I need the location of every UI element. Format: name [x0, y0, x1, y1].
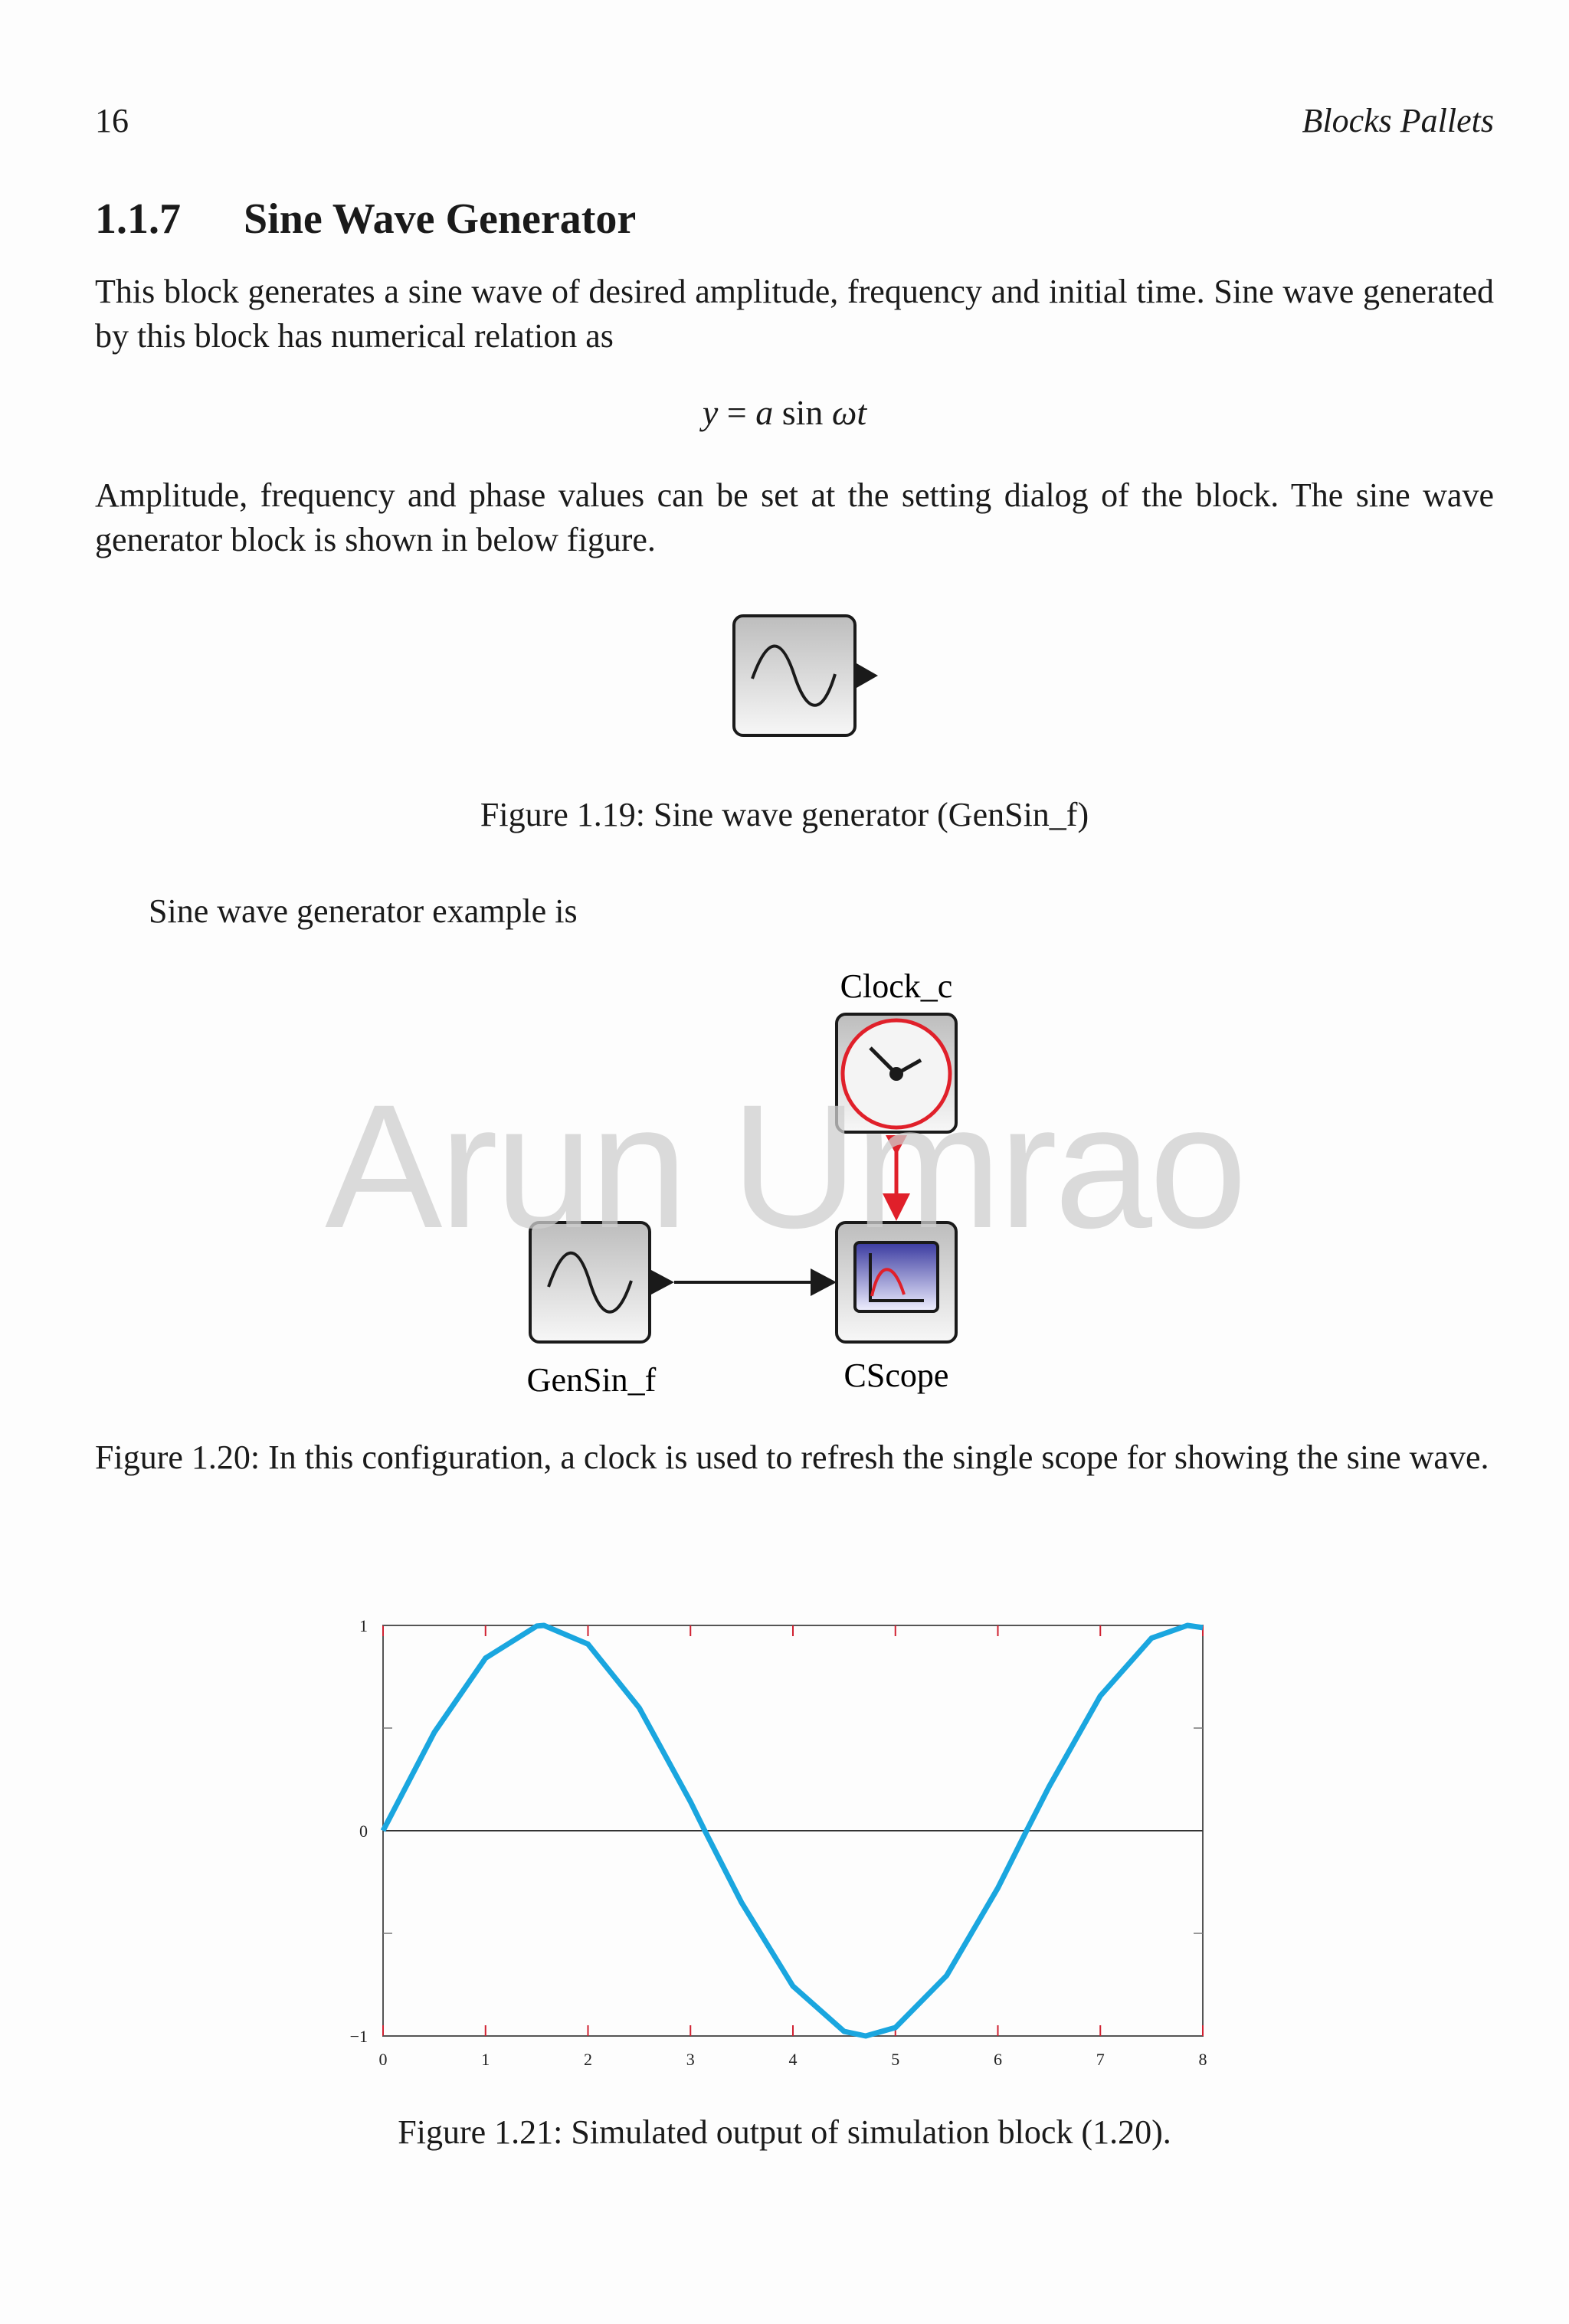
x-tick-label: 8	[1198, 2050, 1207, 2069]
equation-equals: =	[718, 393, 756, 432]
settings-paragraph: Amplitude, frequency and phase values can be set at the setting dialog of the block. The sine wave generator block is shown in below figure.	[95, 476, 1494, 558]
y-tick-label: 1	[359, 1616, 368, 1635]
equation-amplitude: a	[755, 393, 774, 432]
section-number: 1.1.7	[95, 195, 181, 243]
running-title: Blocks Pallets	[1302, 102, 1494, 139]
x-tick-label: 2	[584, 2050, 592, 2069]
x-tick-label: 6	[994, 2050, 1002, 2069]
sine-equation	[0, 392, 1569, 433]
x-tick-label: 1	[481, 2050, 490, 2069]
figure-1-21-caption: Figure 1.21: Simulated output of simulation block (1.20).	[398, 2113, 1171, 2151]
page-number: 16	[95, 102, 129, 139]
arrow-right-icon	[811, 1268, 837, 1296]
intro-paragraph: This block generates a sine wave of desired amplitude, frequency and initial time. Sine wave generated by this block has numerical relation as	[95, 273, 1494, 355]
equation-argument: ωt	[831, 393, 867, 432]
equation-lhs: y	[702, 393, 719, 432]
x-tick-label: 7	[1096, 2050, 1105, 2069]
sine-output-chart	[322, 1601, 1272, 2091]
equation-sin: sin	[773, 393, 832, 432]
example-paragraph: Sine wave generator example is	[149, 892, 578, 930]
figure-1-20-caption: Figure 1.20: In this configuration, a clock is used to refresh the single scope for showing the sine wave.	[95, 1439, 1489, 1476]
watermark: Arun Umrao	[325, 1068, 1244, 1265]
y-tick-label: −1	[349, 2027, 368, 2046]
output-port-icon	[651, 1270, 674, 1295]
generator-label: GenSin_f	[526, 1361, 657, 1399]
figure-1-19-caption: Figure 1.19: Sine wave generator (GenSin_f)	[480, 796, 1089, 833]
chart-ticks	[350, 1616, 1207, 2069]
scope-label: CScope	[843, 1357, 949, 1394]
x-tick-label: 3	[686, 2050, 695, 2069]
figure-1-19-diagram	[720, 605, 904, 751]
section-heading	[95, 195, 636, 244]
x-tick-label: 4	[788, 2050, 798, 2069]
gensin-block	[734, 616, 878, 735]
x-tick-label: 5	[891, 2050, 900, 2069]
clock-label: Clock_c	[840, 967, 953, 1005]
output-port-icon	[857, 663, 878, 688]
y-tick-label: 0	[359, 1822, 368, 1841]
signal-link	[674, 1268, 837, 1296]
x-tick-label: 0	[378, 2050, 388, 2069]
section-title: Sine Wave Generator	[244, 195, 637, 243]
